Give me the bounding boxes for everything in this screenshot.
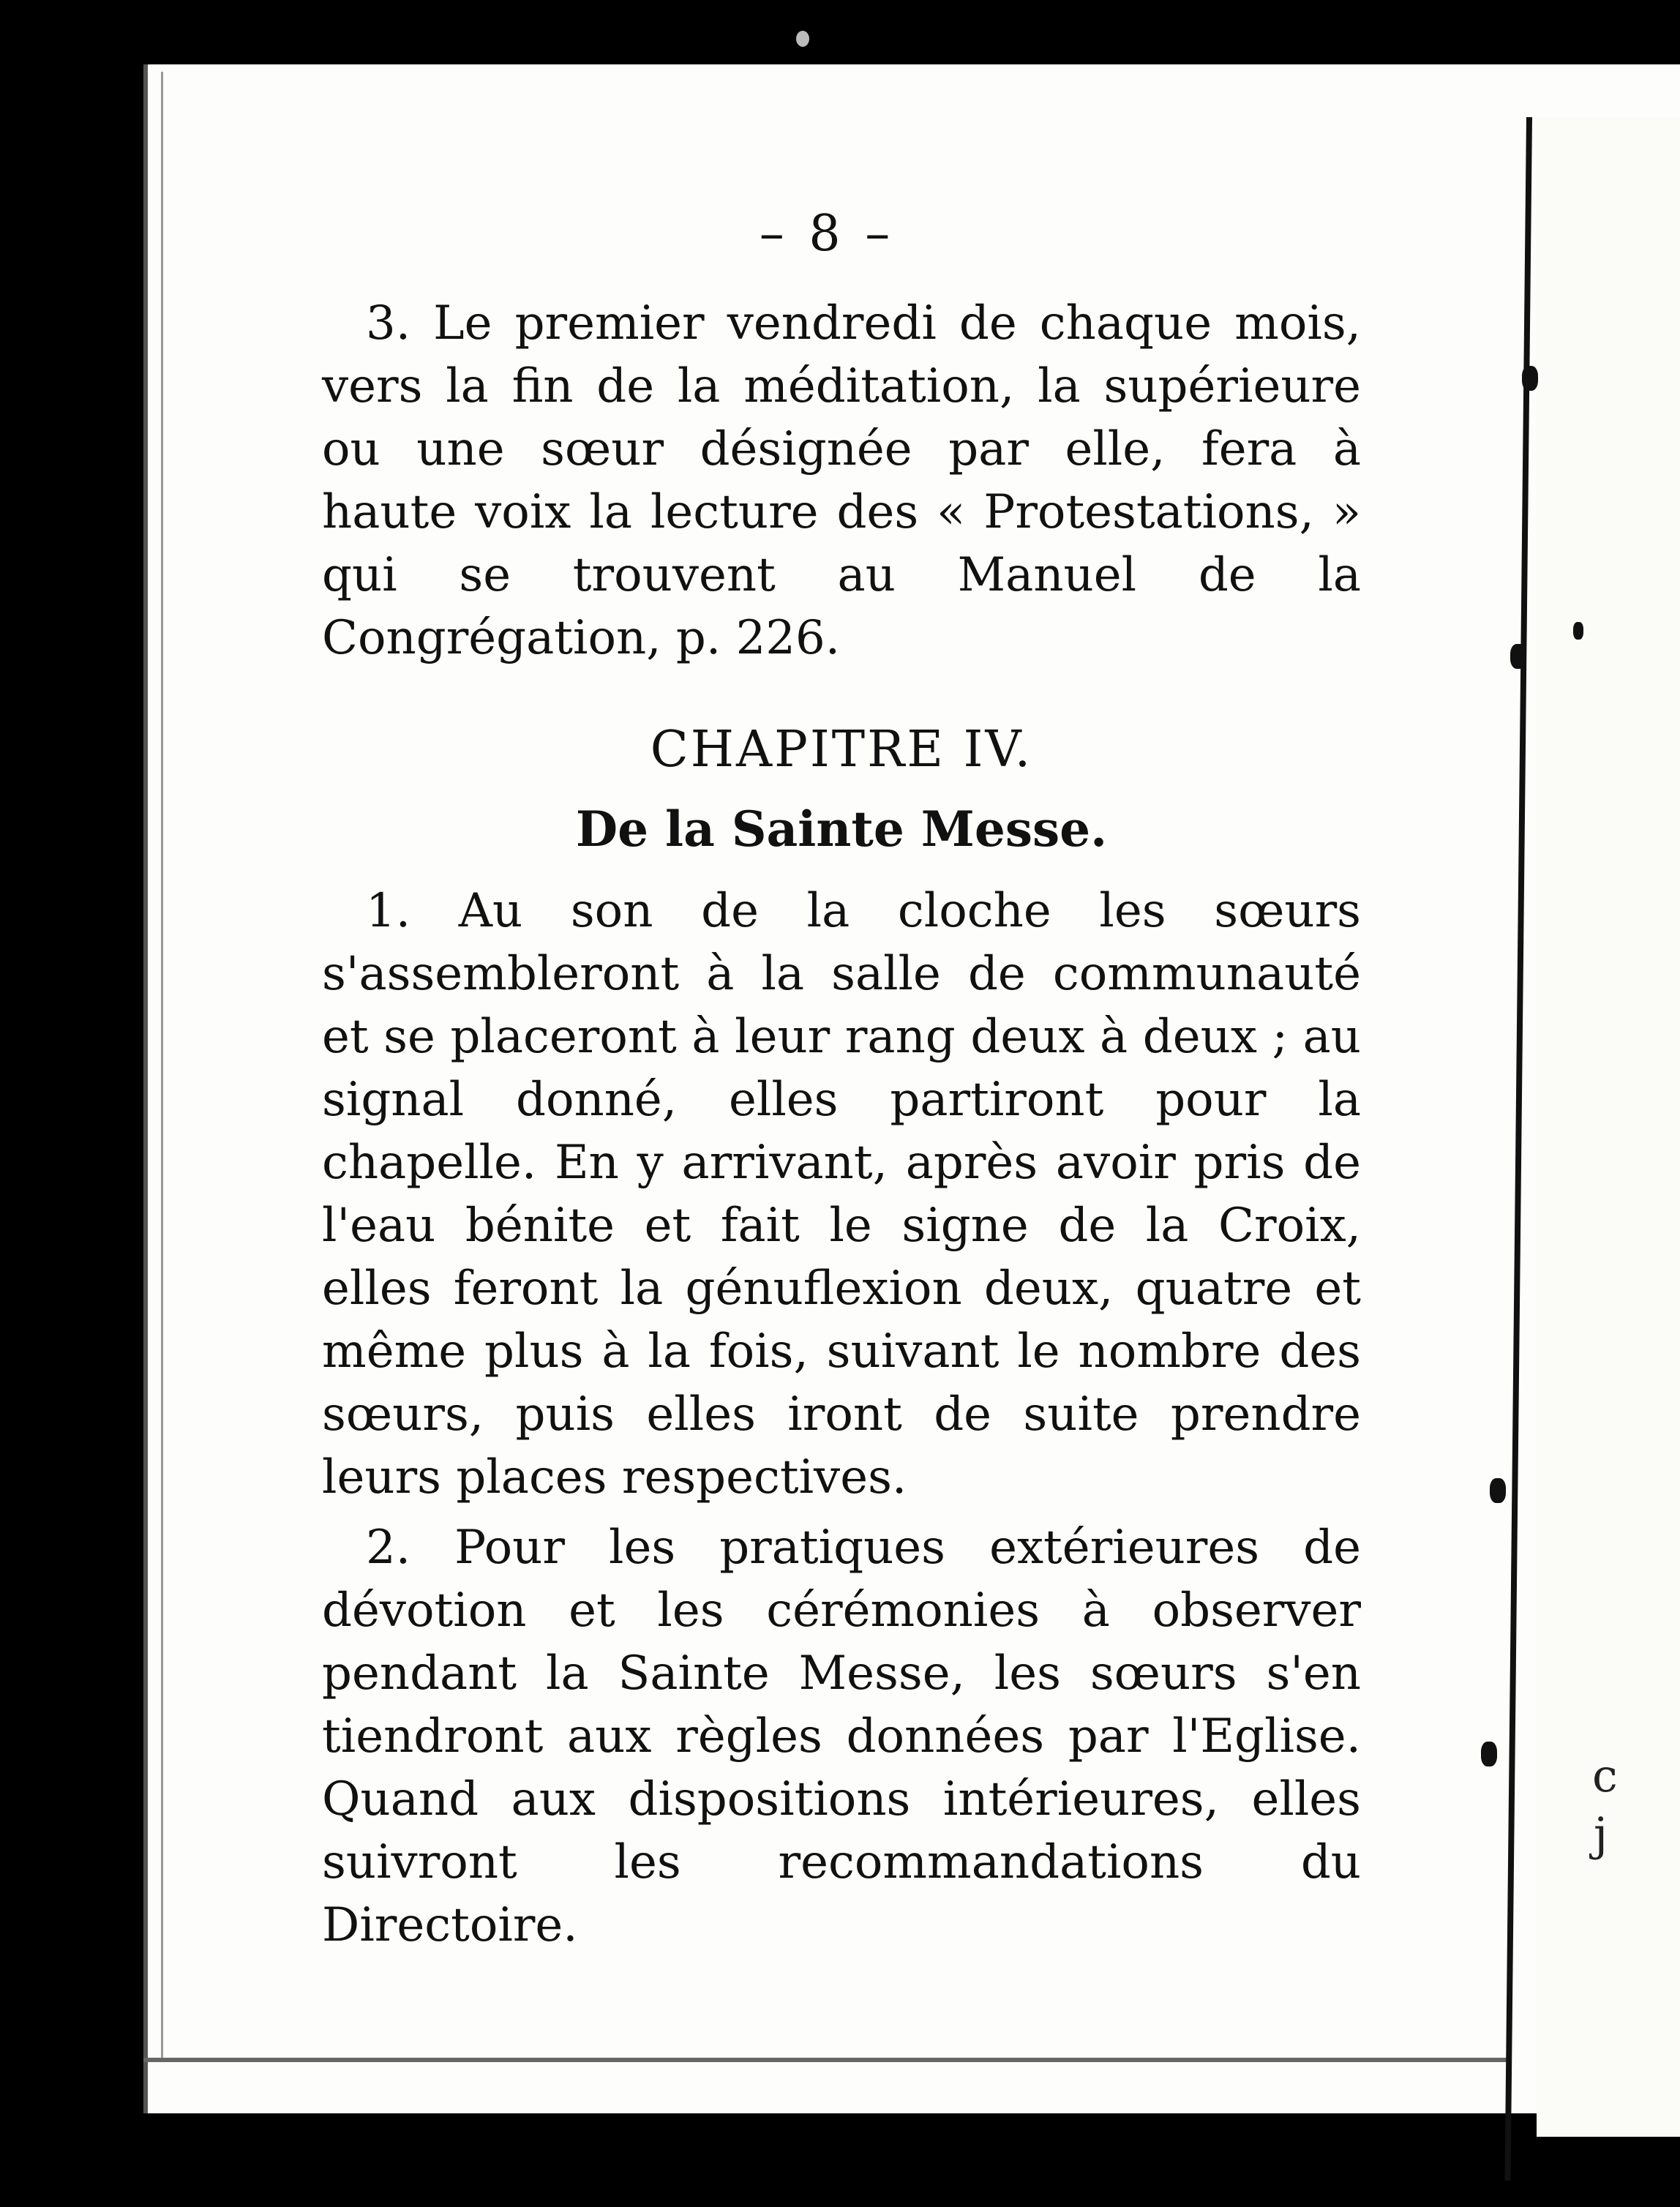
page-edge: [143, 64, 173, 2113]
paragraph-intro: 3. Le premier vendredi de chaque mois, vers la fin de la méditation, la supérieure ou une sœur désignée par elle, fera à haute voix la lecture des « Protestations, » qui se trouvent au Manuel de la Congrégation, p. 226.: [322, 296, 1361, 665]
paragraph-1: 1. Au son de la cloche les sœurs s'assembleront à la salle de communauté et se placeront à leur rang deux à deux ; au signal donné, elles partiront pour la chapelle. En y arrivant, après avoir pris de l'eau bénite et fait le signe de la Croix, elles feront la génuflexion deux, quatre et même plus à la fois, suivant le nombre des sœurs, puis elles iront de suite prendre leurs places respectives.: [322, 884, 1361, 1505]
page-bottom-edge: [143, 2049, 1512, 2062]
paragraph-2: 2. Pour les pratiques extérieures de dévotion et les cérémonies à observer pendant la Sainte Messe, les sœurs s'en tiendront aux règles données par l'Eglise. Quand aux dispositions intérieures, elles suivront les recommandations du Directoire.: [322, 1521, 1361, 1952]
text-page: [322, 205, 1361, 1957]
scan-mark: [796, 31, 809, 47]
ink-spot: [1573, 622, 1583, 640]
binding-mark: [1522, 366, 1538, 391]
facing-page-fragment: j: [1594, 1807, 1608, 1861]
chapter-heading: CHAPITRE IV.: [650, 721, 1033, 779]
facing-page-fragment: c: [1592, 1749, 1618, 1802]
chapter-title: De la Sainte Messe.: [575, 801, 1108, 858]
binding-mark: [1510, 644, 1526, 669]
binding-mark: [1490, 1478, 1506, 1503]
facing-page: [1537, 117, 1680, 2137]
page-number: – 8 –: [759, 205, 895, 263]
binding-mark: [1481, 1742, 1497, 1766]
